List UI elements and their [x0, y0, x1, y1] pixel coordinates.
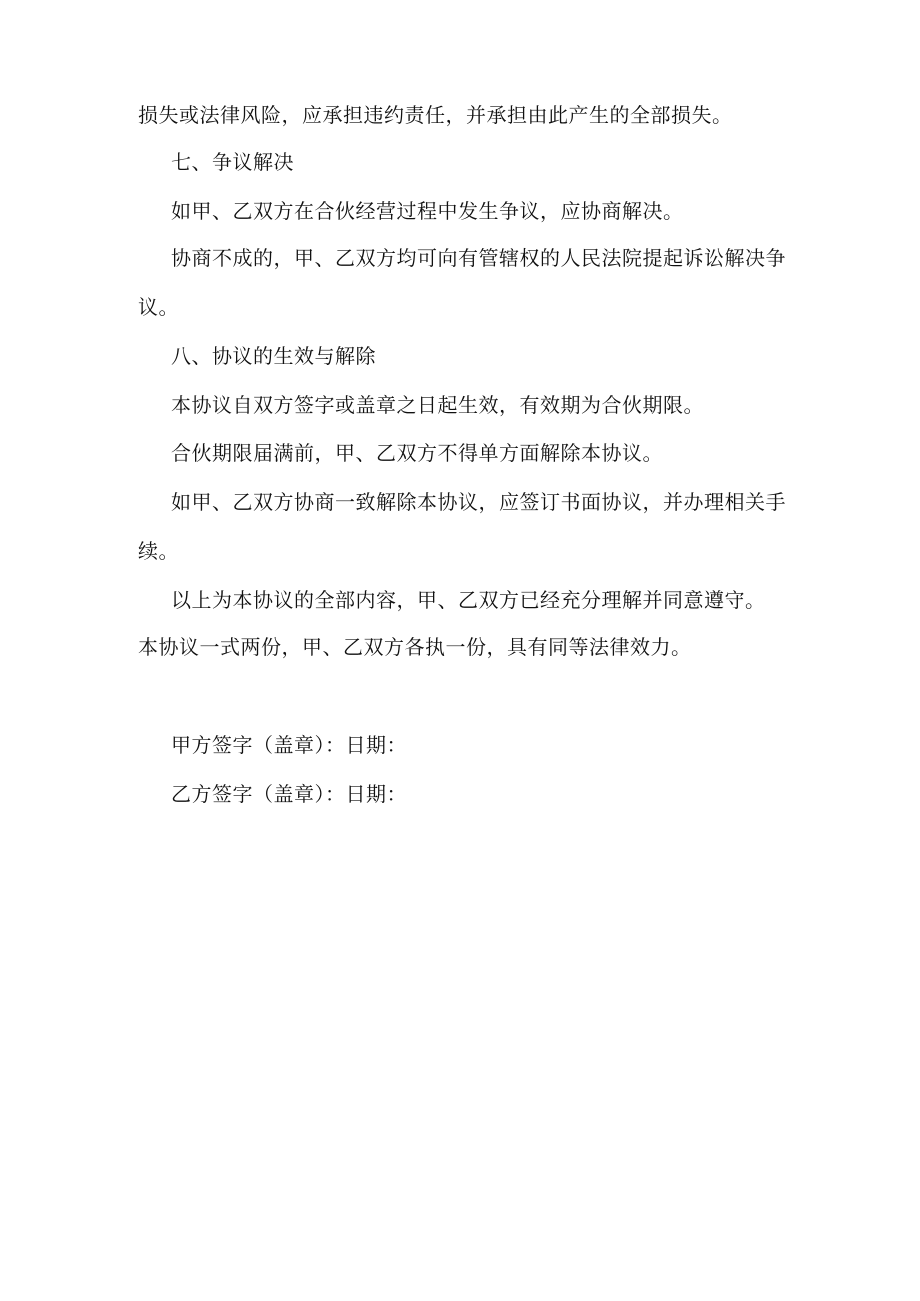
paragraph-effective-date: 本协议自双方签字或盖章之日起生效，有效期为合伙期限。 [171, 393, 704, 417]
paragraph-mutual-termination-continuation: 续。 [138, 539, 179, 563]
paragraph-mutual-termination: 如甲、乙双方协商一致解除本协议，应签订书面协议，并办理相关手 [171, 490, 786, 514]
paragraph-litigation: 协商不成的，甲、乙双方均可向有管辖权的人民法院提起诉讼解决争 [171, 246, 786, 270]
paragraph-liability-continuation: 损失或法律风险，应承担违约责任，并承担由此产生的全部损失。 [138, 103, 733, 127]
paragraph-litigation-continuation: 议。 [138, 295, 179, 319]
paragraph-full-agreement: 以上为本协议的全部内容，甲、乙双方已经充分理解并同意遵守。 [171, 588, 766, 612]
paragraph-copies: 本协议一式两份，甲、乙双方各执一份，具有同等法律效力。 [138, 635, 692, 659]
section-heading-effectiveness-termination: 八、协议的生效与解除 [171, 344, 376, 368]
paragraph-dispute-negotiation: 如甲、乙双方在合伙经营过程中发生争议，应协商解决。 [171, 199, 684, 223]
signature-line-party-b: 乙方签字（盖章）：日期： [171, 782, 407, 806]
paragraph-no-unilateral-termination: 合伙期限届满前，甲、乙双方不得单方面解除本协议。 [171, 441, 663, 465]
section-heading-dispute-resolution: 七、争议解决 [171, 150, 294, 174]
signature-line-party-a: 甲方签字（盖章）：日期： [171, 733, 407, 757]
